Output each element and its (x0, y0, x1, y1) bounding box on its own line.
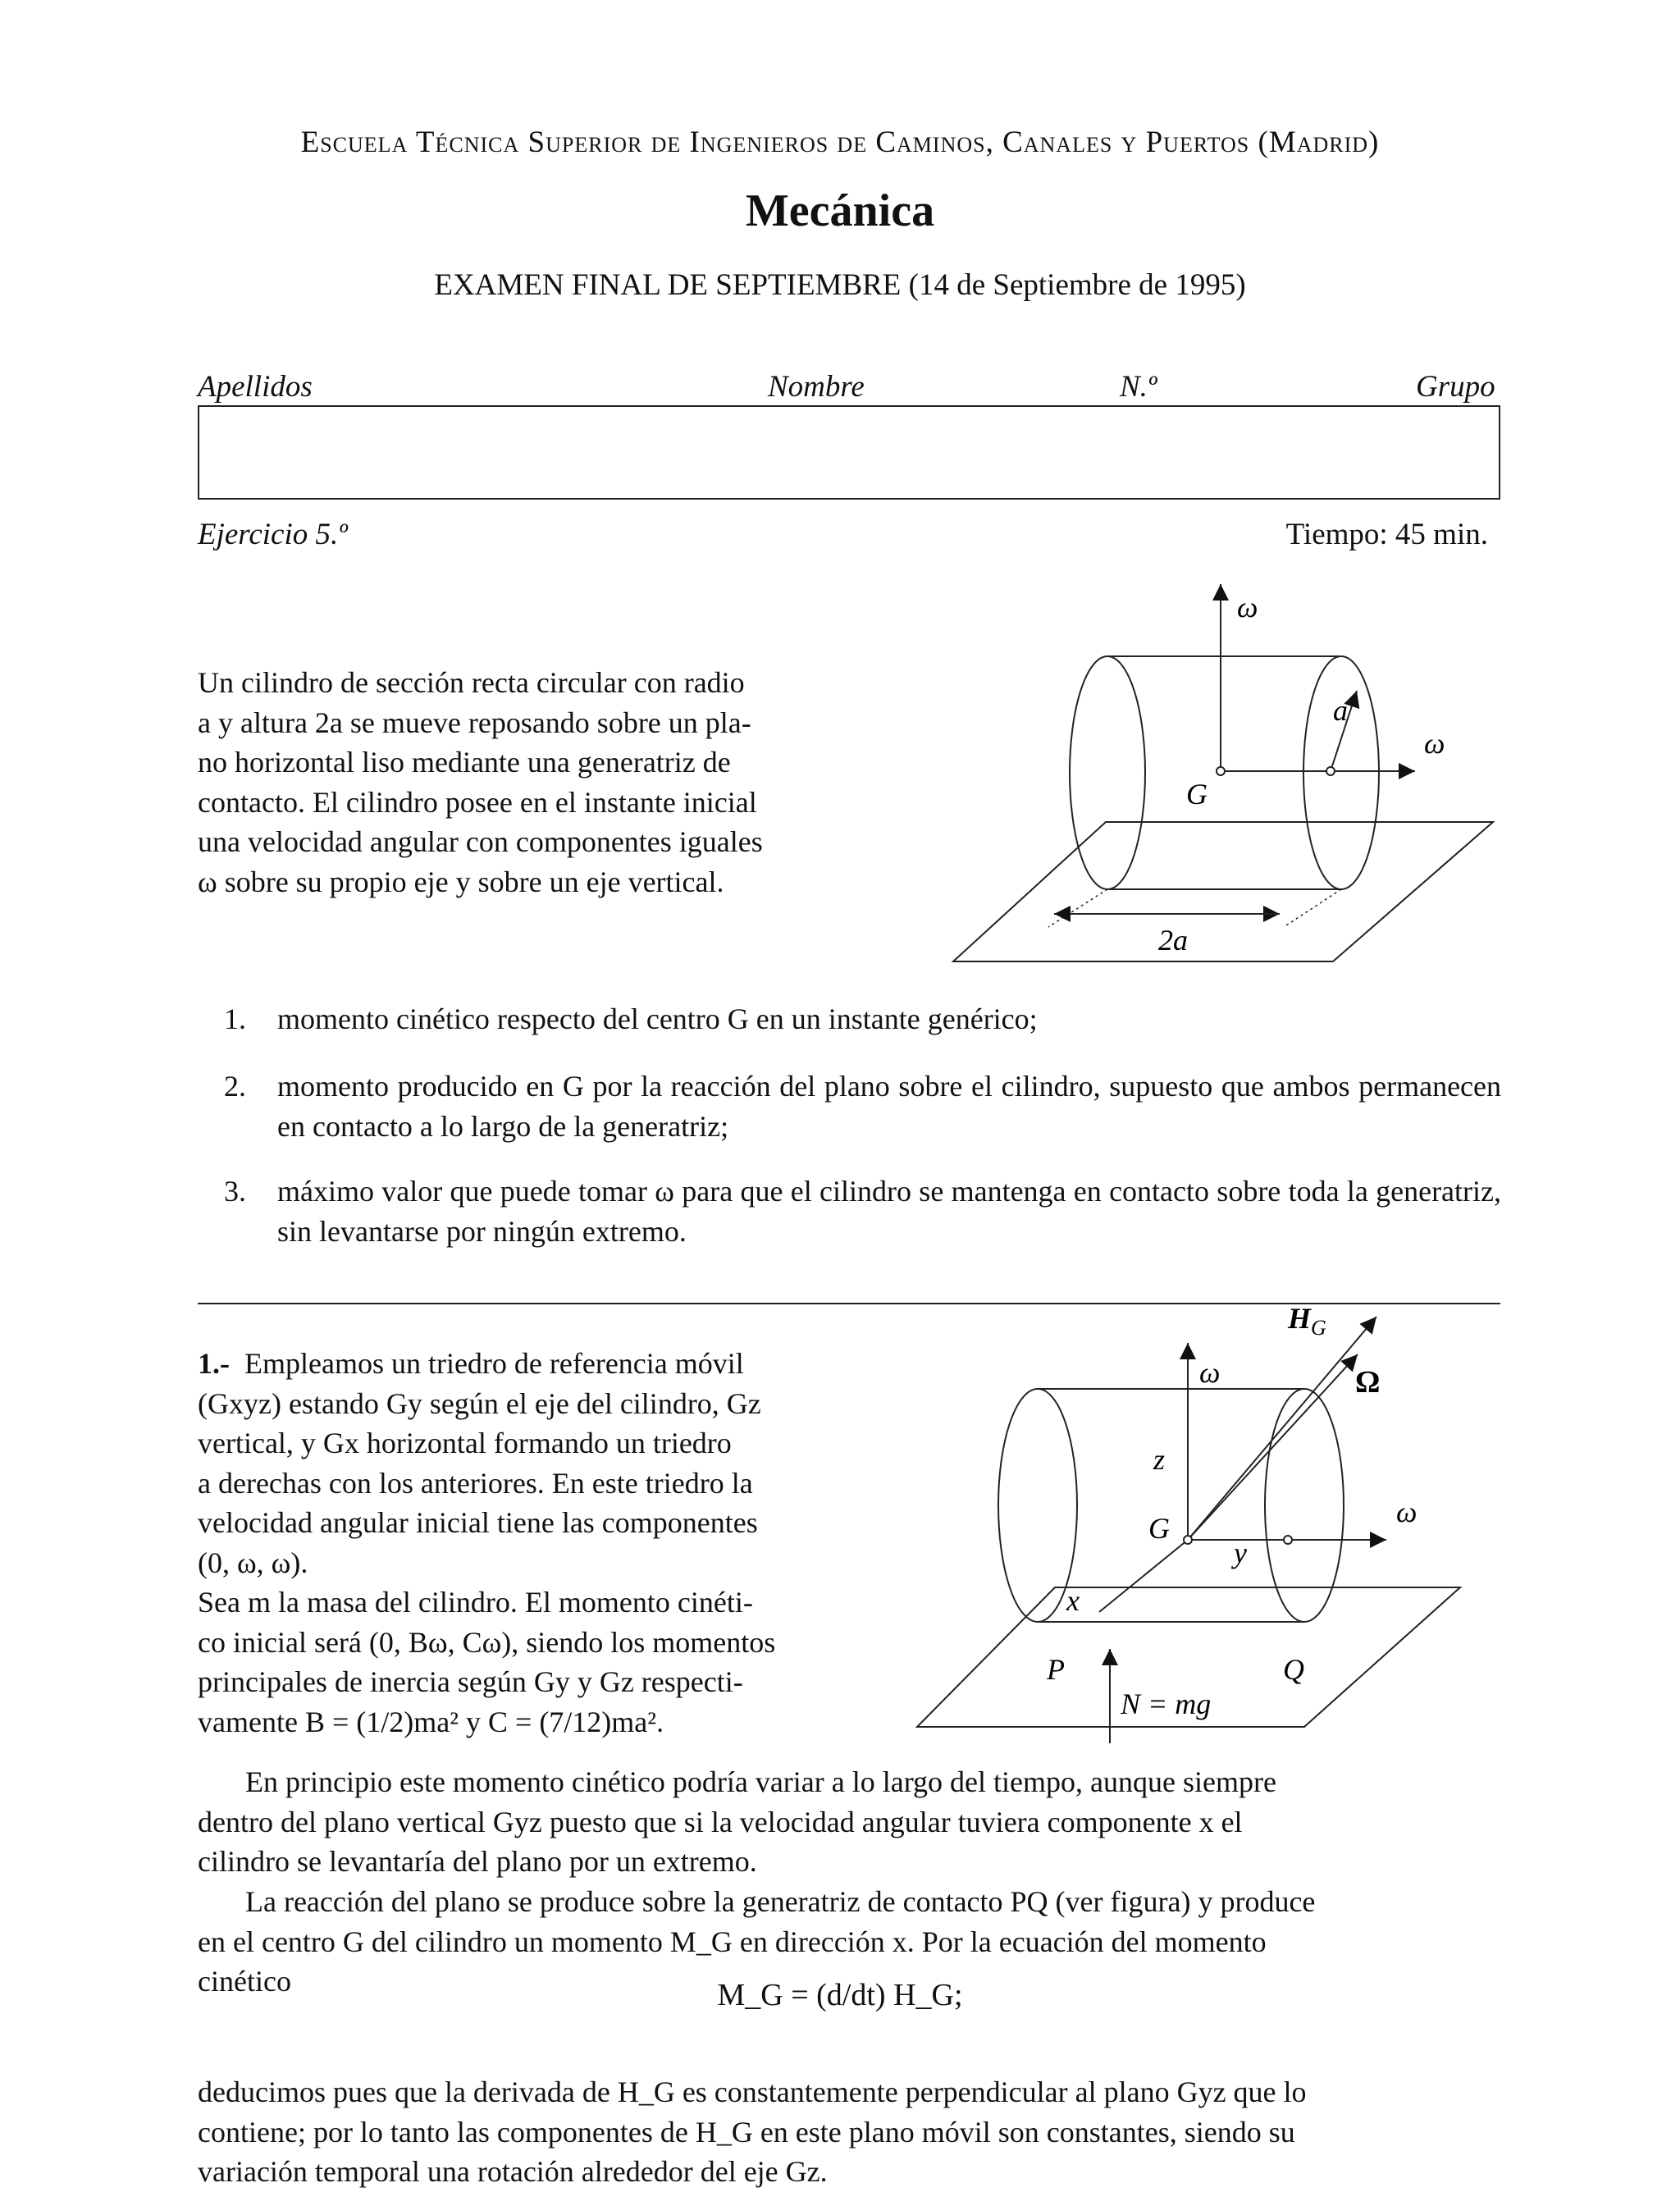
label-hg: $H_G$ (1288, 1302, 1326, 1340)
statement-line: una velocidad angular con componentes iguales (198, 825, 763, 858)
solution-line: a derechas con los anteriores. En este triedro la (198, 1466, 753, 1500)
paragraph-line: variación temporal una rotación alrededor del eje Gz. (198, 2155, 828, 2188)
label-q: Q (1283, 1653, 1304, 1686)
student-info-box[interactable] (198, 405, 1500, 500)
solution-line: Sea m la masa del cilindro. El momento cinéti- (198, 1586, 753, 1619)
solution-line: (0, ω, ω). (198, 1546, 308, 1579)
paragraph-line: deducimos pues que la derivada de H_G es constantemente perpendicular al plano Gyz que lo (198, 2076, 1307, 2108)
label-g-2: G (1148, 1512, 1170, 1545)
paragraph-line: cilindro se levantaría del plano por un extremo. (198, 1845, 757, 1878)
field-label-grupo: Grupo (1416, 370, 1495, 404)
question-text: momento producido en G por la reacción del plano sobre el cilindro, supuesto que ambos permanecen en contacto a lo largo de la generatriz; (277, 1070, 1501, 1143)
page-title: Mecánica (745, 185, 935, 236)
label-radius: a (1333, 694, 1348, 727)
solution-line: Empleamos un triedro de referencia móvil (244, 1347, 744, 1380)
label-omega-vertical-2: ω (1199, 1356, 1221, 1389)
solution-line: co inicial será (0, Bω, Cω), siendo los momentos (198, 1625, 776, 1659)
cylinder-left-end-2 (998, 1389, 1077, 1622)
label-omega-vector: Ω (1355, 1365, 1381, 1400)
paragraph-line: En principio este momento cinético podría variar a lo largo del tiempo, aunque siempre (245, 1765, 1276, 1798)
label-z: z (1153, 1443, 1166, 1476)
label-omega-horizontal: ω (1424, 727, 1445, 760)
paragraph-line: contiene; por lo tanto las componentes de H_G en este plano móvil son constantes, siendo su (198, 2115, 1295, 2149)
solution-line: velocidad angular inicial tiene las componentes (198, 1506, 758, 1539)
field-label-nombre: Nombre (768, 370, 865, 404)
label-height: 2a (1158, 924, 1188, 957)
plane-surface (953, 822, 1493, 961)
label-x: x (1066, 1584, 1080, 1617)
moment-equation: M_G = (d/dt) H_G; (717, 1978, 963, 2012)
paragraph-2 (198, 1762, 1500, 1882)
label-p: P (1047, 1653, 1065, 1686)
statement-line: Un cilindro de sección recta circular con radio (198, 666, 745, 699)
solution-label: 1.- (198, 1347, 230, 1380)
center-point-g (1217, 767, 1225, 775)
label-normal-force: N = mg (1121, 1687, 1212, 1720)
solution-line: (Gxyz) estando Gy según el eje del cilindro, Gz (198, 1386, 761, 1420)
exercise-label: Ejercicio 5.º (198, 518, 348, 551)
question-text: máximo valor que puede tomar ω para que el cilindro se mantenga en contacto sobre toda la generatriz, sin levantarse por ningún extremo. (277, 1175, 1501, 1248)
x-axis-line (1099, 1540, 1188, 1612)
label-g: G (1186, 778, 1208, 811)
angular-momentum-arrow (1188, 1317, 1376, 1540)
statement-line: a y altura 2a se mueve reposando sobre un pla- (198, 706, 751, 739)
paragraph-line: cinético (198, 1965, 291, 1998)
solution-line: principales de inercia según Gy y Gz respecti- (198, 1665, 743, 1698)
paragraph-line: dentro del plano vertical Gyz puesto que si la velocidad angular tuviera componente x el (198, 1805, 1243, 1838)
statement-line: ω sobre su propio eje y sobre un eje vertical. (198, 865, 724, 898)
solution-paragraph (198, 1344, 850, 1742)
question-number: 1. (224, 1002, 246, 1035)
center-point-g-2 (1184, 1536, 1192, 1544)
exam-subtitle: EXAMEN FINAL DE SEPTIEMBRE (14 de Septiembre de 1995) (434, 268, 1246, 302)
solution-line: vertical, y Gx horizontal formando un triedro (198, 1427, 732, 1459)
label-omega-vertical: ω (1237, 591, 1258, 623)
exercise-time: Tiempo: 45 min. (1285, 518, 1488, 551)
cylinder-right-end (1303, 656, 1379, 889)
problem-statement (198, 663, 850, 902)
field-label-apellidos: Apellidos (198, 370, 313, 404)
label-y: y (1234, 1537, 1247, 1569)
cylinder-figure (943, 574, 1501, 968)
school-name: Escuela Técnica Superior de Ingenieros de Caminos, Canales y Puertos (Madrid) (300, 126, 1380, 159)
paragraph-line: en el centro G del cilindro un momento M_G en dirección x. Por la ecuación del momento (198, 1925, 1267, 1958)
question-number: 2. (224, 1070, 246, 1103)
paragraph-line: La reacción del plano se produce sobre la generatriz de contacto PQ (ver figura) y produce (245, 1885, 1316, 1918)
field-label-numero: N.º (1120, 370, 1157, 404)
solution-line: vamente B = (1/2)ma² y C = (7/12)ma². (198, 1705, 664, 1738)
label-omega-horizontal-2: ω (1396, 1496, 1418, 1528)
reference-frame-figure (902, 1300, 1501, 1747)
cylinder-left-end (1070, 656, 1145, 889)
statement-line: no horizontal liso mediante una generatriz de (198, 746, 731, 779)
statement-line: contacto. El cilindro posee en el instante inicial (198, 785, 757, 819)
question-number: 3. (224, 1175, 246, 1208)
question-text: momento cinético respecto del centro G en un instante genérico; (277, 1002, 1038, 1035)
